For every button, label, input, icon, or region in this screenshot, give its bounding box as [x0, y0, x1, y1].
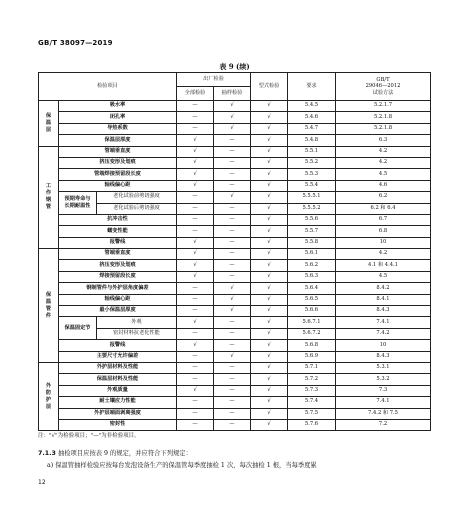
- item-name: 保温层厚度: [59, 135, 177, 146]
- sampling-inspection-mark: —: [214, 249, 251, 260]
- item-name: 钢制管件与外护层角度偏差: [59, 283, 177, 294]
- sampling-inspection-mark: —: [214, 157, 251, 168]
- requirement-clause: 5.5.7: [288, 226, 336, 237]
- full-inspection-mark: √: [177, 340, 214, 351]
- table-row: [39, 101, 431, 112]
- requirement-clause: 5.6.2: [288, 260, 336, 271]
- requirement-clause: 5.6.1: [288, 249, 336, 260]
- table-row: [39, 214, 431, 225]
- type-test-mark: √: [251, 419, 288, 430]
- sampling-inspection-mark: —: [214, 271, 251, 282]
- item-name: 管端焊接预留段长度: [59, 169, 177, 180]
- table-row: [39, 192, 431, 203]
- sampling-inspection-mark: —: [214, 374, 251, 385]
- item-name: 外观: [97, 317, 177, 328]
- type-test-mark: √: [251, 374, 288, 385]
- requirement-clause: 5.7.3: [288, 385, 336, 396]
- full-inspection-mark: √: [177, 169, 214, 180]
- page-number: 12: [38, 479, 46, 486]
- table-row: [39, 340, 431, 351]
- sampling-inspection-mark: —: [214, 317, 251, 328]
- table-row: [39, 419, 431, 430]
- item-name: 管端垂直度: [59, 249, 177, 260]
- col-header-full-inspection: 全部检验: [177, 87, 214, 101]
- requirement-clause: 5.5.3: [288, 169, 336, 180]
- sampling-inspection-mark: √: [214, 123, 251, 134]
- table-row: [39, 226, 431, 237]
- test-method-clause: 4.6: [336, 180, 431, 191]
- full-inspection-mark: —: [177, 283, 214, 294]
- table-row: [39, 283, 431, 294]
- requirement-clause: 5.4.6: [288, 112, 336, 123]
- type-test-mark: √: [251, 340, 288, 351]
- table-row: [39, 317, 431, 328]
- test-method-clause: 7.4.1: [336, 397, 431, 408]
- full-inspection-mark: —: [177, 192, 214, 203]
- test-method-clause: 5.2.1.7: [336, 101, 431, 112]
- table-row: [39, 146, 431, 157]
- col-header-item: 检验项目: [39, 73, 177, 101]
- sampling-inspection-mark: —: [214, 203, 251, 214]
- body-paragraph: a) 保温管抽样检验应按每台发泡设备生产的保温管每季度抽检 1 次，每次抽检 1 根，当每季度累: [47, 462, 317, 469]
- test-method-clause: 8.4.3: [336, 306, 431, 317]
- test-method-clause: 10: [336, 237, 431, 248]
- requirement-clause: 5.5.4: [288, 180, 336, 191]
- table-row: [39, 135, 431, 146]
- table-row: [39, 306, 431, 317]
- sampling-inspection-mark: √: [214, 101, 251, 112]
- table-row: [39, 203, 431, 214]
- sampling-inspection-mark: √: [214, 306, 251, 317]
- item-name: 轴线偏心距: [59, 294, 177, 305]
- item-name: 轴线偏心距: [59, 180, 177, 191]
- test-method-clause: 7.3: [336, 385, 431, 396]
- subgroup-fixed-joint: 保温固定节: [59, 317, 97, 340]
- table-row: [39, 294, 431, 305]
- type-test-mark: √: [251, 271, 288, 282]
- requirement-clause: 5.5.8: [288, 237, 336, 248]
- requirement-clause: 5.6.7.2: [288, 328, 336, 339]
- test-method-clause: 8.4.3: [336, 351, 431, 362]
- test-method-clause: 4.5: [336, 169, 431, 180]
- group-insulation-layer: 保 温 层: [39, 101, 59, 147]
- type-test-mark: √: [251, 192, 288, 203]
- type-test-mark: √: [251, 397, 288, 408]
- item-name: 最小保温层厚度: [59, 306, 177, 317]
- col-header-sampling-inspection: 抽样检验: [214, 87, 251, 101]
- test-method-clause: 6.7: [336, 214, 431, 225]
- sampling-inspection-mark: —: [214, 135, 251, 146]
- table-row: [39, 271, 431, 282]
- test-method-clause: 4.2: [336, 249, 431, 260]
- clause-number: 7.1.3: [38, 450, 56, 457]
- table-row: [39, 408, 431, 419]
- full-inspection-mark: √: [177, 146, 214, 157]
- test-method-clause: 10: [336, 340, 431, 351]
- type-test-mark: √: [251, 180, 288, 191]
- type-test-mark: √: [251, 260, 288, 271]
- sampling-inspection-mark: —: [214, 340, 251, 351]
- type-test-mark: √: [251, 123, 288, 134]
- item-name: 老化试验前剪切强度: [97, 192, 177, 203]
- table-row: [39, 328, 431, 339]
- item-name: 密封性: [59, 419, 177, 430]
- standard-number: GB/T 38097—2019: [38, 39, 113, 47]
- col-header-factory-inspection: 出厂检验: [177, 73, 251, 87]
- type-test-mark: √: [251, 294, 288, 305]
- type-test-mark: √: [251, 385, 288, 396]
- sampling-inspection-mark: √: [214, 112, 251, 123]
- full-inspection-mark: —: [177, 306, 214, 317]
- requirement-clause: 5.5.5.1: [288, 192, 336, 203]
- test-method-clause: 7.4.2: [336, 328, 431, 339]
- item-name: 挤压变形及划痕: [59, 157, 177, 168]
- full-inspection-mark: √: [177, 260, 214, 271]
- table-row: [39, 351, 431, 362]
- sampling-inspection-mark: —: [214, 237, 251, 248]
- requirement-clause: 5.4.8: [288, 135, 336, 146]
- table-row: [39, 123, 431, 134]
- test-method-clause: 4.2: [336, 157, 431, 168]
- item-name: 导热系数: [59, 123, 177, 134]
- test-method-clause: 6.3: [336, 135, 431, 146]
- type-test-mark: √: [251, 146, 288, 157]
- requirement-clause: 5.7.2: [288, 374, 336, 385]
- full-inspection-mark: —: [177, 419, 214, 430]
- sampling-inspection-mark: √: [214, 294, 251, 305]
- test-method-clause: 5.2.1.8: [336, 112, 431, 123]
- inspection-table: [38, 72, 431, 431]
- sampling-inspection-mark: —: [214, 397, 251, 408]
- full-inspection-mark: √: [177, 249, 214, 260]
- sampling-inspection-mark: —: [214, 146, 251, 157]
- test-method-clause: 6.2: [336, 192, 431, 203]
- full-inspection-mark: √: [177, 271, 214, 282]
- full-inspection-mark: —: [177, 203, 214, 214]
- table-row: [39, 249, 431, 260]
- full-inspection-mark: —: [177, 101, 214, 112]
- requirement-clause: 5.6.6: [288, 306, 336, 317]
- col-header-requirement: 要求: [288, 73, 336, 101]
- test-method-clause: 8.4.2: [336, 283, 431, 294]
- sampling-inspection-mark: —: [214, 260, 251, 271]
- sampling-inspection-mark: √: [214, 283, 251, 294]
- item-name: 吸水率: [59, 101, 177, 112]
- sampling-inspection-mark: —: [214, 385, 251, 396]
- sampling-inspection-mark: √: [214, 192, 251, 203]
- requirement-clause: 5.7.4: [288, 397, 336, 408]
- full-inspection-mark: —: [177, 328, 214, 339]
- item-name: 老化试验后剪切强度: [97, 203, 177, 214]
- test-method-clause: 4.2: [336, 146, 431, 157]
- type-test-mark: √: [251, 214, 288, 225]
- test-method-clause: 7.2: [336, 419, 431, 430]
- requirement-clause: 5.7.5: [288, 408, 336, 419]
- table-row: [39, 374, 431, 385]
- requirement-clause: 5.6.7.1: [288, 317, 336, 328]
- full-inspection-mark: —: [177, 123, 214, 134]
- item-name: 外观质量: [59, 385, 177, 396]
- type-test-mark: √: [251, 306, 288, 317]
- full-inspection-mark: —: [177, 362, 214, 373]
- sampling-inspection-mark: √: [214, 351, 251, 362]
- requirement-clause: 5.5.2: [288, 157, 336, 168]
- item-name: 焊接预留段长度: [59, 271, 177, 282]
- table-row: [39, 237, 431, 248]
- requirement-clause: 5.7.6: [288, 419, 336, 430]
- group-insulation-fittings: 保 温 管 件: [39, 249, 59, 363]
- type-test-mark: √: [251, 112, 288, 123]
- full-inspection-mark: —: [177, 351, 214, 362]
- requirement-clause: 5.6.4: [288, 283, 336, 294]
- item-name: 主要尺寸允许偏差: [59, 351, 177, 362]
- requirement-clause: 5.6.8: [288, 340, 336, 351]
- table-row: [39, 362, 431, 373]
- test-method-clause: 7.4.2 和 7.5: [336, 408, 431, 419]
- type-test-mark: √: [251, 237, 288, 248]
- type-test-mark: √: [251, 157, 288, 168]
- table-row: [39, 260, 431, 271]
- requirement-clause: 5.4.5: [288, 101, 336, 112]
- sampling-inspection-mark: —: [214, 419, 251, 430]
- item-name: 蠕变性能: [59, 226, 177, 237]
- test-method-clause: 5.3.1: [336, 362, 431, 373]
- item-name: 耐土壤应力性能: [59, 397, 177, 408]
- subgroup-life-temperature: 预期寿命与 长期耐温性: [59, 192, 97, 215]
- sampling-inspection-mark: —: [214, 180, 251, 191]
- full-inspection-mark: √: [177, 180, 214, 191]
- full-inspection-mark: √: [177, 157, 214, 168]
- sampling-inspection-mark: —: [214, 408, 251, 419]
- table-footnote: 注："√"为检验项目；"—"为非检验项目。: [38, 433, 140, 439]
- table-row: [39, 385, 431, 396]
- test-method-clause: 4.1 和 4.4.1: [336, 260, 431, 271]
- type-test-mark: √: [251, 328, 288, 339]
- full-inspection-mark: √: [177, 385, 214, 396]
- requirement-clause: 5.5.1: [288, 146, 336, 157]
- type-test-mark: √: [251, 249, 288, 260]
- test-method-clause: 8.4.1: [336, 294, 431, 305]
- full-inspection-mark: √: [177, 135, 214, 146]
- type-test-mark: √: [251, 226, 288, 237]
- table-row: [39, 397, 431, 408]
- full-inspection-mark: —: [177, 374, 214, 385]
- item-name: 外护层端面剥离强度: [59, 408, 177, 419]
- clause-heading: [38, 448, 192, 457]
- col-header-type-test: 型式检验: [251, 73, 288, 101]
- table-row: [39, 112, 431, 123]
- clause-text: 抽检项目应按表 9 的规定，并应符合下列规定：: [57, 450, 192, 457]
- test-method-clause: 7.4.1: [336, 317, 431, 328]
- type-test-mark: √: [251, 101, 288, 112]
- test-method-clause: 6.8: [336, 226, 431, 237]
- requirement-clause: 5.6.9: [288, 351, 336, 362]
- test-method-clause: 5.2.1.8: [336, 123, 431, 134]
- table-caption: 表 9 (续): [219, 62, 250, 71]
- test-method-clause: 5.3.2: [336, 374, 431, 385]
- full-inspection-mark: √: [177, 317, 214, 328]
- test-method-clause: 4.5: [336, 271, 431, 282]
- type-test-mark: √: [251, 351, 288, 362]
- requirement-clause: 5.6.5: [288, 294, 336, 305]
- requirement-clause: 5.7.1: [288, 362, 336, 373]
- full-inspection-mark: √: [177, 237, 214, 248]
- type-test-mark: √: [251, 317, 288, 328]
- sampling-inspection-mark: —: [214, 328, 251, 339]
- full-inspection-mark: —: [177, 112, 214, 123]
- requirement-clause: 5.4.7: [288, 123, 336, 134]
- full-inspection-mark: —: [177, 294, 214, 305]
- item-name: 抗冲击性: [59, 214, 177, 225]
- test-method-clause: 6.2 和 6.4: [336, 203, 431, 214]
- full-inspection-mark: —: [177, 214, 214, 225]
- group-working-pipe: 工 作 钢 管: [39, 146, 59, 249]
- type-test-mark: √: [251, 203, 288, 214]
- sampling-inspection-mark: —: [214, 362, 251, 373]
- item-name: 闭孔率: [59, 112, 177, 123]
- full-inspection-mark: —: [177, 408, 214, 419]
- item-name: 外护层材料及性能: [59, 362, 177, 373]
- item-name: 保温层材料及性能: [59, 374, 177, 385]
- type-test-mark: √: [251, 135, 288, 146]
- group-protective-layer: 外 防 护 层: [39, 362, 59, 430]
- full-inspection-mark: —: [177, 397, 214, 408]
- table-row: [39, 180, 431, 191]
- sampling-inspection-mark: —: [214, 226, 251, 237]
- full-inspection-mark: —: [177, 226, 214, 237]
- requirement-clause: 5.5.5.2: [288, 203, 336, 214]
- item-name: 报警线: [59, 237, 177, 248]
- item-name: 挤压变形及划痕: [59, 260, 177, 271]
- sampling-inspection-mark: —: [214, 169, 251, 180]
- type-test-mark: √: [251, 169, 288, 180]
- requirement-clause: 5.5.6: [288, 214, 336, 225]
- col-header-method: GB/T 29046—2012 试验方法: [336, 73, 431, 101]
- item-name: 管端垂直度: [59, 146, 177, 157]
- type-test-mark: √: [251, 362, 288, 373]
- item-name: 密封材料抗老化性能: [97, 328, 177, 339]
- type-test-mark: √: [251, 283, 288, 294]
- sampling-inspection-mark: —: [214, 214, 251, 225]
- table-row: [39, 169, 431, 180]
- type-test-mark: √: [251, 408, 288, 419]
- table-row: [39, 157, 431, 168]
- item-name: 报警线: [59, 340, 177, 351]
- requirement-clause: 5.6.3: [288, 271, 336, 282]
